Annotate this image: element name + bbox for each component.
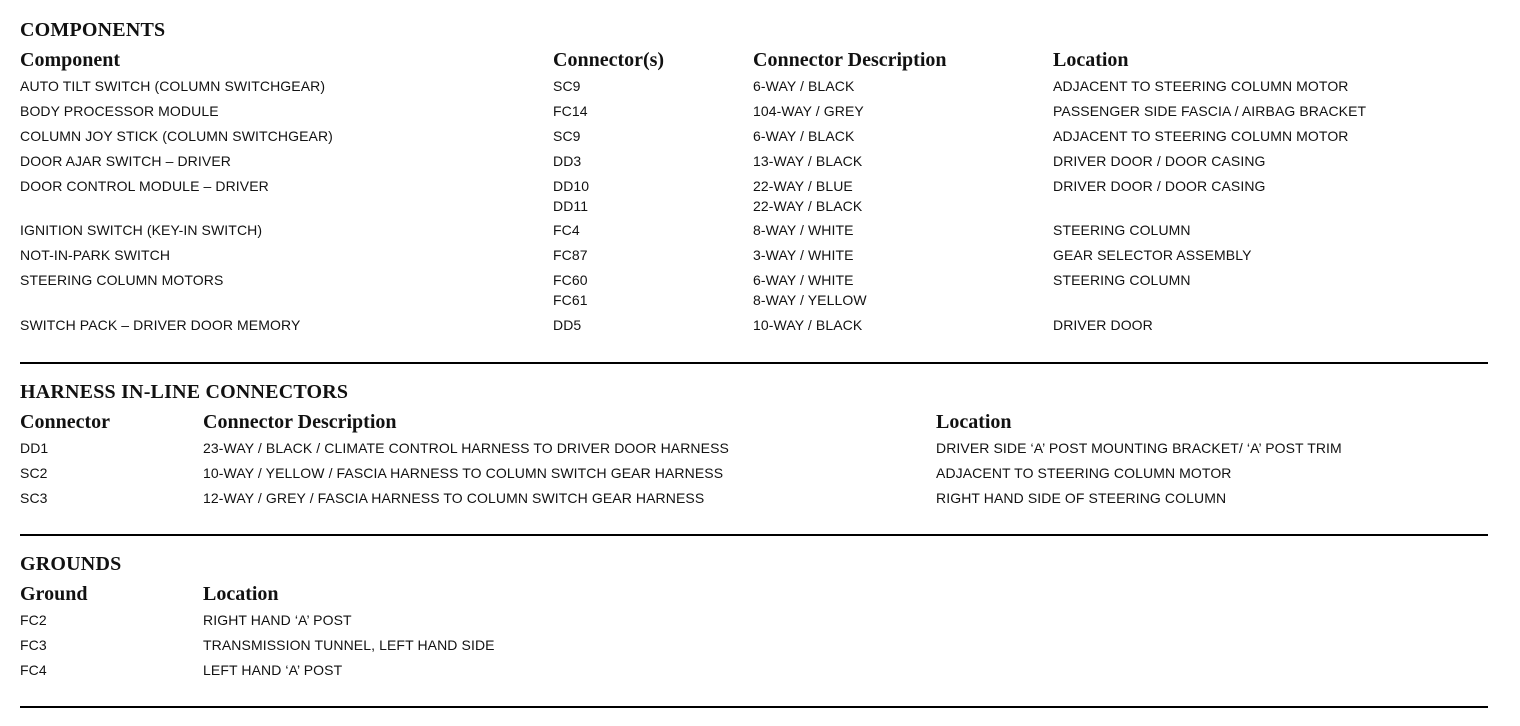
section-divider [20,706,1488,708]
component-cell: DOOR CONTROL MODULE – DRIVER [20,178,269,194]
connector-cell: DD10 [553,178,590,194]
header-connector-description: Connector Description [203,411,397,433]
location-cell: PASSENGER SIDE FASCIA / AIRBAG BRACKET [1053,103,1367,119]
connector-cell: SC9 [553,78,581,94]
ground-cell: FC3 [20,637,47,653]
location-cell: RIGHT HAND SIDE OF STEERING COLUMN [936,490,1227,506]
location-cell: STEERING COLUMN [1053,272,1191,288]
grounds-title: GROUNDS [20,553,122,575]
description-cell: 22-WAY / BLACK [753,198,863,214]
description-cell: 10-WAY / YELLOW / FASCIA HARNESS TO COLUMN SWITCH GEAR HARNESS [203,465,724,481]
table-row [20,196,1488,220]
component-cell: COLUMN JOY STICK (COLUMN SWITCHGEAR) [20,128,333,144]
location-cell: STEERING COLUMN [1053,222,1191,238]
connector-cell: DD1 [20,440,49,456]
table-row [20,315,1488,340]
description-cell: 8-WAY / YELLOW [753,292,867,308]
description-cell: 6-WAY / BLACK [753,78,855,94]
table-row [20,610,1488,635]
description-cell: 8-WAY / WHITE [753,222,854,238]
table-row [20,126,1488,151]
connector-cell: FC61 [553,292,588,308]
connector-cell: DD5 [553,317,582,333]
description-cell: 23-WAY / BLACK / CLIMATE CONTROL HARNESS TO DRIVER DOOR HARNESS [203,440,729,456]
header-component: Component [20,49,121,71]
table-row [20,438,1488,463]
location-cell: DRIVER SIDE ‘A’ POST MOUNTING BRACKET/ ‘A’ POST TRIM [936,440,1342,456]
grounds-header-row [20,580,1488,610]
components-section [20,18,1488,340]
ground-cell: FC4 [20,662,47,678]
ground-cell: FC2 [20,612,47,628]
grounds-section [20,552,1488,685]
table-row [20,270,1488,290]
table-row [20,151,1488,176]
connector-cell: FC60 [553,272,588,288]
component-cell: STEERING COLUMN MOTORS [20,272,224,288]
location-cell: DRIVER DOOR [1053,317,1153,333]
description-cell: 10-WAY / BLACK [753,317,863,333]
component-cell: IGNITION SWITCH (KEY-IN SWITCH) [20,222,263,238]
connector-cell: DD3 [553,153,582,169]
connector-cell: FC14 [553,103,588,119]
description-cell: 104-WAY / GREY [753,103,864,119]
header-connectors: Connector(s) [553,49,665,71]
description-cell: 13-WAY / BLACK [753,153,863,169]
location-cell: DRIVER DOOR / DOOR CASING [1053,178,1266,194]
table-row [20,463,1488,488]
component-cell: DOOR AJAR SWITCH – DRIVER [20,153,231,169]
table-row [20,76,1488,101]
description-cell: 12-WAY / GREY / FASCIA HARNESS TO COLUMN SWITCH GEAR HARNESS [203,490,705,506]
header-location: Location [203,583,279,605]
table-row [20,101,1488,126]
component-cell: AUTO TILT SWITCH (COLUMN SWITCHGEAR) [20,78,326,94]
connector-cell: FC4 [553,222,580,238]
section-divider [20,534,1488,536]
connector-cell: SC3 [20,490,48,506]
table-row [20,660,1488,685]
harness-header-row [20,408,1488,438]
header-connector-description: Connector Description [753,49,947,71]
location-cell: ADJACENT TO STEERING COLUMN MOTOR [1053,78,1349,94]
location-cell: DRIVER DOOR / DOOR CASING [1053,153,1266,169]
description-cell: 22-WAY / BLUE [753,178,853,194]
components-title: COMPONENTS [20,19,166,41]
component-cell: NOT-IN-PARK SWITCH [20,247,171,263]
location-cell: ADJACENT TO STEERING COLUMN MOTOR [1053,128,1349,144]
table-row [20,290,1488,315]
harness-title: HARNESS IN-LINE CONNECTORS [20,381,349,403]
description-cell: 6-WAY / WHITE [753,272,854,288]
location-cell: RIGHT HAND ‘A’ POST [203,612,352,628]
component-cell: BODY PROCESSOR MODULE [20,103,219,119]
location-cell: GEAR SELECTOR ASSEMBLY [1053,247,1252,263]
component-cell: SWITCH PACK – DRIVER DOOR MEMORY [20,317,301,333]
table-row [20,488,1488,513]
location-cell: TRANSMISSION TUNNEL, LEFT HAND SIDE [203,637,495,653]
header-connector: Connector [20,411,110,433]
connector-cell: SC2 [20,465,48,481]
connector-cell: SC9 [553,128,581,144]
table-row [20,176,1488,196]
harness-section [20,380,1488,513]
header-ground: Ground [20,583,88,605]
description-cell: 3-WAY / WHITE [753,247,854,263]
description-cell: 6-WAY / BLACK [753,128,855,144]
table-row [20,245,1488,270]
location-cell: ADJACENT TO STEERING COLUMN MOTOR [936,465,1232,481]
header-location: Location [936,411,1012,433]
connector-cell: FC87 [553,247,588,263]
components-header-row [20,46,1488,76]
header-location: Location [1053,49,1129,71]
location-cell: LEFT HAND ‘A’ POST [203,662,343,678]
connector-cell: DD11 [553,198,589,214]
table-row [20,635,1488,660]
table-row [20,220,1488,245]
section-divider [20,362,1488,364]
